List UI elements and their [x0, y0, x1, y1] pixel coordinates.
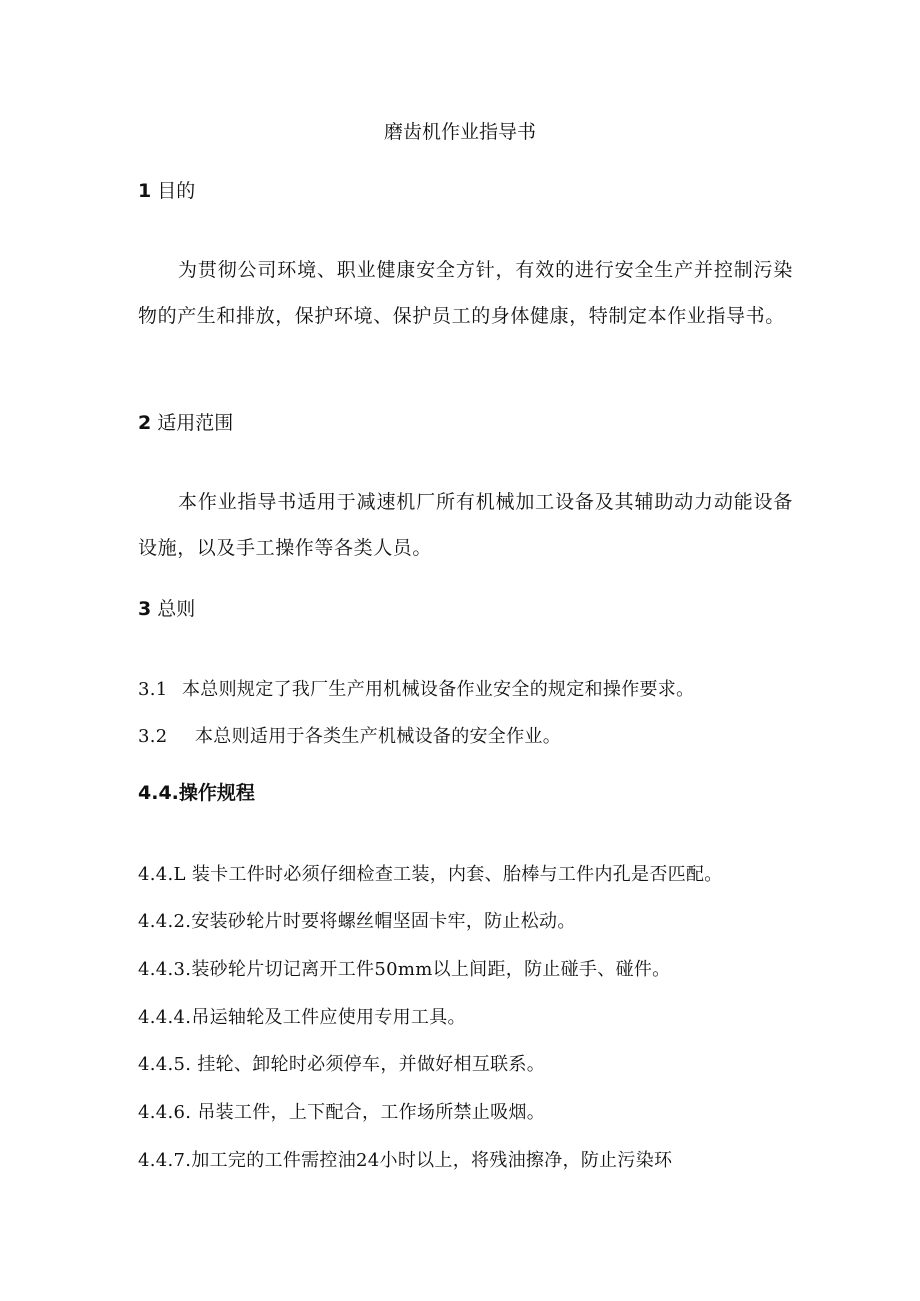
list-item-text: 本总则规定了我厂生产用机械设备作业安全的规定和操作要求。 — [182, 679, 695, 700]
list-item-label: 3.1 — [138, 679, 168, 700]
list-item-label: 4.4.2. — [138, 911, 192, 932]
list-item — [138, 1098, 798, 1128]
list-item — [138, 722, 798, 752]
list-item-label: 3.2 — [138, 726, 168, 747]
list-item-label: 4.4.5. — [138, 1054, 192, 1075]
section-3-title: 总则 — [157, 598, 196, 620]
list-item-text: 挂轮、卸轮时必须停车，并做好相互联系。 — [197, 1054, 546, 1075]
list-item — [138, 907, 798, 937]
list-item-label: 4.4.6. — [138, 1102, 192, 1123]
section-1-heading — [138, 176, 195, 206]
section-3-heading — [138, 594, 195, 624]
section-2-heading — [138, 408, 233, 438]
document-title: 磨齿机作业指导书 — [383, 121, 536, 143]
section-3-number: 3 — [138, 598, 152, 620]
list-item-label: 4.4.L — [138, 864, 186, 885]
list-item — [138, 675, 798, 705]
list-item-label: 4.4.3. — [138, 959, 192, 980]
section-4-heading: 4.4.操作规程 — [138, 782, 255, 804]
list-item-label: 4.4.4. — [138, 1007, 192, 1028]
list-item-text: 加工完的工件需控油24小时以上，将残油擦净，防止污染环 — [191, 1150, 673, 1171]
section-1-paragraph: 为贯彻公司环境、职业健康安全方针，有效的进行安全生产并控制污染物的产生和排放，保护环境、保护员工的身体健康，特制定本作业指导书。 — [138, 259, 793, 327]
list-item — [138, 955, 798, 985]
section-2-title: 适用范围 — [157, 412, 234, 434]
section-1-title: 目的 — [157, 180, 196, 202]
list-item-label: 4.4.7. — [138, 1150, 192, 1171]
list-item — [138, 1003, 798, 1033]
list-item-text: 装砂轮片切记离开工件50mm以上间距，防止碰手、碰件。 — [191, 959, 671, 980]
list-item-text: 吊运轴轮及工件应使用专用工具。 — [191, 1007, 466, 1028]
list-item — [138, 860, 798, 890]
section-2-number: 2 — [138, 412, 152, 434]
list-item — [138, 1050, 798, 1080]
list-item-text: 安装砂轮片时要将螺丝帽坚固卡牢，防止松动。 — [191, 911, 576, 932]
section-1-number: 1 — [138, 180, 152, 202]
list-item — [138, 1146, 798, 1176]
list-item-text: 装卡工件时必须仔细检查工装，内套、胎棒与工件内孔是否匹配。 — [191, 864, 723, 885]
list-item-text: 吊装工件，上下配合，工作场所禁止吸烟。 — [197, 1102, 546, 1123]
list-item-text: 本总则适用于各类生产机械设备的安全作业。 — [195, 726, 561, 747]
section-2-paragraph: 本作业指导书适用于减速机厂所有机械加工设备及其辅助动力动能设备设施，以及手工操作等各类人员。 — [138, 491, 793, 559]
